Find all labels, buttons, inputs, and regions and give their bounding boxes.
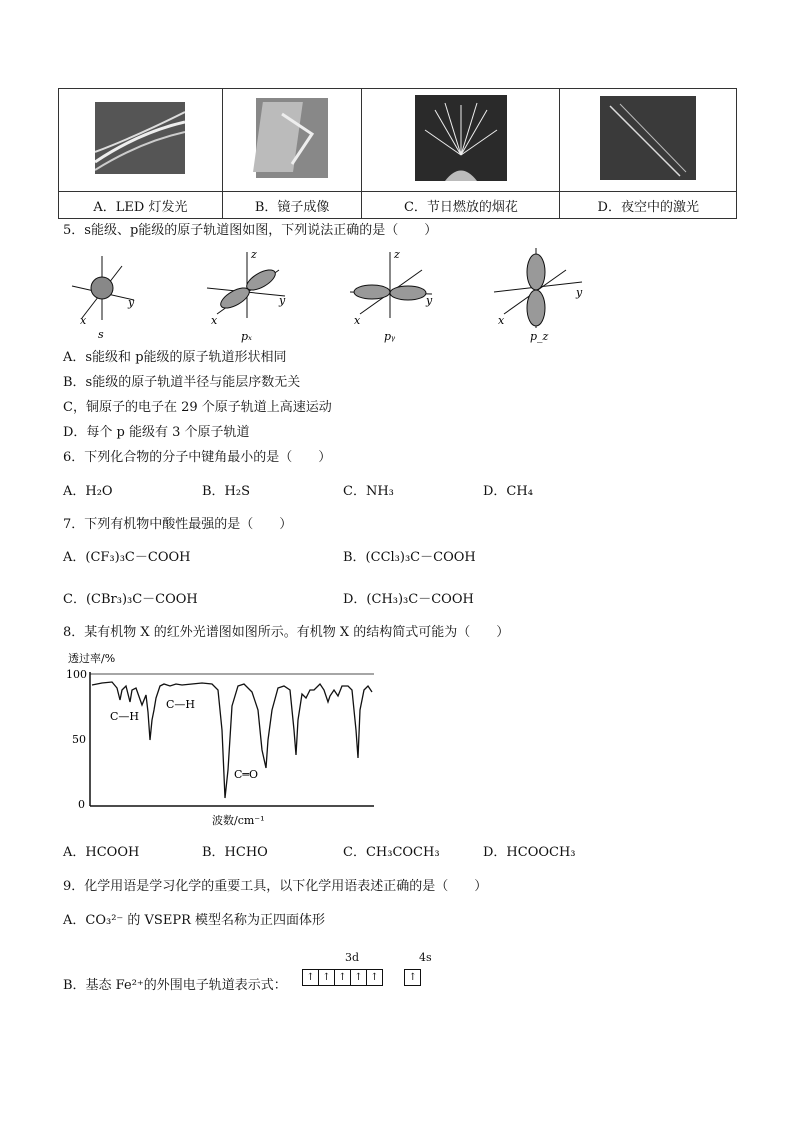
label-pz: p_z — [530, 330, 549, 343]
q5-option-b: B．s能级的原子轨道半径与能层序数无关 — [63, 375, 301, 390]
q8-option-a: A．HCOOH — [63, 845, 140, 860]
axis-x: x — [354, 314, 361, 327]
caption-d: D．夜空中的激光 — [560, 192, 737, 219]
q6-stem: 6．下列化合物的分子中键角最小的是（ ） — [63, 450, 332, 465]
caption-a: A．LED 灯发光 — [59, 192, 223, 219]
electron-config — [302, 969, 420, 986]
q9-stem: 9．化学用语是学习化学的重要工具，以下化学用语表述正确的是（ ） — [63, 879, 488, 894]
q6-option-c: C．NH₃ — [343, 484, 394, 499]
axis-z: z — [251, 248, 257, 261]
axis-z: z — [394, 248, 400, 261]
px-orbital — [207, 248, 286, 343]
mirror-photo — [252, 94, 332, 182]
axis-y: y — [426, 294, 433, 307]
q9-option-a: A．CO₃²⁻ 的 VSEPR 模型名称为正四面体形 — [63, 913, 325, 928]
q8-option-c: C．CH₃COCH₃ — [343, 845, 440, 860]
py-orbital — [350, 248, 433, 343]
q5-option-c: C，铜原子的电子在 29 个原子轨道上高速运动 — [63, 400, 332, 415]
orbital-diagrams — [62, 248, 602, 344]
q8-option-d: D．HCOOCH₃ — [483, 845, 576, 860]
highway-light-photo — [95, 102, 185, 174]
q5-stem: 5．s能级、p能级的原子轨道图如图，下列说法正确的是（ ） — [63, 223, 438, 238]
q5-option-a: A．s能级和 p能级的原子轨道形状相同 — [63, 350, 287, 365]
laser-photo — [600, 96, 696, 180]
axis-y: y — [576, 286, 583, 299]
q7-stem: 7．下列有机物中酸性最强的是（ ） — [63, 517, 293, 532]
photo-cell — [362, 89, 560, 192]
axis-x: x — [498, 314, 505, 327]
spectrum-curve — [92, 682, 372, 798]
ir-spectrum-chart — [62, 650, 382, 830]
chart-ylabel: 透过率/% — [68, 652, 116, 665]
axis-y: y — [128, 296, 135, 309]
q7-option-d: D．(CH₃)₃C－COOH — [343, 592, 474, 607]
q7-option-b: B．(CCl₃)₃C－COOH — [343, 550, 476, 565]
q6-option-a: A．H₂O — [63, 484, 113, 499]
axis-x: x — [211, 314, 218, 327]
q8-stem: 8．某有机物 X 的红外光谱图如图所示。有机物 X 的结构简式可能为（ ） — [63, 625, 510, 640]
orbital-box-3d-1: ↑ — [302, 969, 319, 986]
q5-option-d: D．每个 p 能级有 3 个原子轨道 — [63, 425, 250, 440]
ytick-100: 100 — [66, 668, 87, 681]
orbital-box-3d-5: ↑ — [366, 969, 383, 986]
annot-ch2: C—H — [166, 698, 196, 711]
label-py: pᵧ — [384, 330, 396, 343]
orbital-box-3d-3: ↑ — [334, 969, 351, 986]
label-3d: 3d — [345, 951, 360, 964]
orbital-box-3d-2: ↑ — [318, 969, 335, 986]
ytick-50: 50 — [72, 733, 86, 746]
label-4s: 4s — [419, 951, 432, 964]
photo-cell — [59, 89, 223, 192]
orbital-box-4s: ↑ — [404, 969, 421, 986]
label-px: pₓ — [241, 330, 252, 343]
ytick-0: 0 — [78, 798, 85, 811]
caption-c: C．节日燃放的烟花 — [362, 192, 560, 219]
photo-cell — [222, 89, 362, 192]
q6-option-b: B．H₂S — [202, 484, 251, 499]
annot-ch1: C—H — [110, 710, 140, 723]
annot-co: C═O — [234, 768, 259, 781]
fireworks-photo — [415, 95, 507, 181]
chart-xlabel: 波数/cm⁻¹ — [212, 814, 265, 827]
label-s: s — [98, 328, 104, 341]
pz-orbital — [494, 248, 583, 343]
q6-option-d: D．CH₄ — [483, 484, 533, 499]
q9-option-b: B．基态 Fe²⁺的外围电子轨道表示式： — [63, 978, 287, 993]
orbital-box-3d-4: ↑ — [350, 969, 367, 986]
axis-y: y — [279, 294, 286, 307]
photo-cell — [560, 89, 737, 192]
s-orbital — [72, 256, 135, 341]
q7-option-a: A．(CF₃)₃C－COOH — [63, 550, 191, 565]
picture-table — [58, 88, 737, 219]
axis-x: x — [80, 314, 87, 327]
q7-option-c: C．(CBr₃)₃C－COOH — [63, 592, 198, 607]
q8-option-b: B．HCHO — [202, 845, 268, 860]
caption-b: B．镜子成像 — [222, 192, 362, 219]
